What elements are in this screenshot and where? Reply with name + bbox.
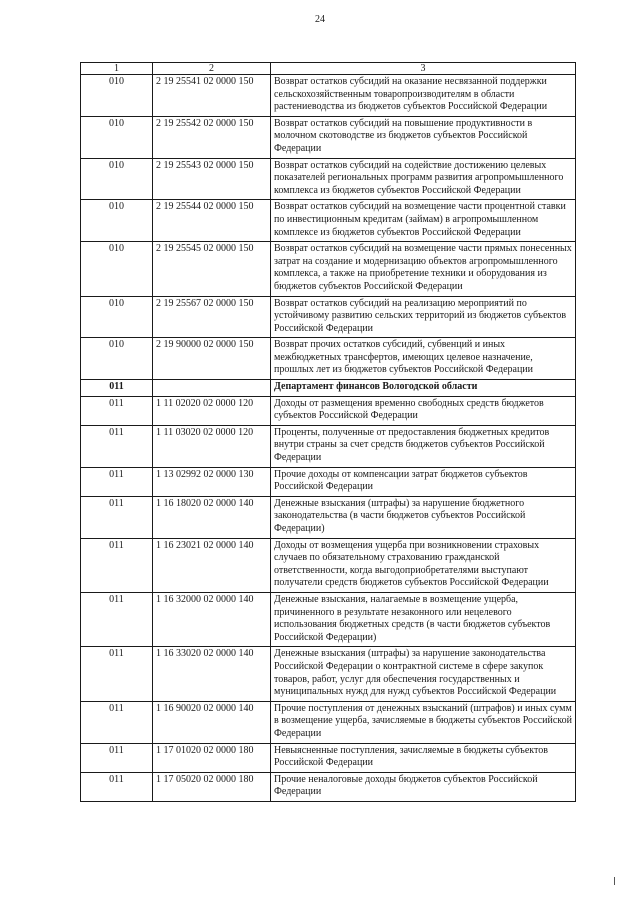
table-row — [81, 116, 576, 158]
column-number-row — [81, 63, 576, 75]
table-row — [81, 538, 576, 592]
page-edge-mark — [614, 877, 615, 885]
admin-code-cell: 011 — [81, 701, 153, 743]
table-row — [81, 701, 576, 743]
revenue-name-cell: Возврат остатков субсидий на содействие достижению целевых показателей региональных программ развития агропромышленного комплекса из бюджетов субъектов Российской Федерации — [271, 158, 576, 200]
column-number-3: 3 — [271, 63, 576, 75]
table-row — [81, 200, 576, 242]
budget-code-cell: 1 13 02992 02 0000 130 — [153, 467, 271, 496]
table-body — [81, 75, 576, 802]
admin-code-cell: 010 — [81, 338, 153, 380]
budget-code-cell — [153, 380, 271, 397]
admin-code-cell: 010 — [81, 296, 153, 338]
budget-code-cell: 1 17 05020 02 0000 180 — [153, 772, 271, 801]
admin-code-cell: 010 — [81, 75, 153, 117]
table-row — [81, 743, 576, 772]
revenue-name-cell: Возврат остатков субсидий на оказание несвязанной поддержки сельскохозяйственным товаропроизводителям в области растениеводства из бюджетов субъектов Российской Федерации — [271, 75, 576, 117]
admin-code-cell: 010 — [81, 158, 153, 200]
admin-code-cell: 011 — [81, 647, 153, 701]
table-row — [81, 467, 576, 496]
revenue-name-cell: Департамент финансов Вологодской области — [271, 380, 576, 397]
table-row — [81, 338, 576, 380]
table-row — [81, 75, 576, 117]
table-row — [81, 772, 576, 801]
page-number: 24 — [315, 14, 325, 25]
table-row — [81, 396, 576, 425]
admin-code-cell: 010 — [81, 116, 153, 158]
budget-code-cell: 2 19 25542 02 0000 150 — [153, 116, 271, 158]
revenue-name-cell: Невыясненные поступления, зачисляемые в бюджеты субъектов Российской Федерации — [271, 743, 576, 772]
admin-code-cell: 010 — [81, 242, 153, 296]
department-row — [81, 380, 576, 397]
revenue-name-cell: Прочие доходы от компенсации затрат бюджетов субъектов Российской Федерации — [271, 467, 576, 496]
budget-code-cell: 1 16 90020 02 0000 140 — [153, 701, 271, 743]
budget-code-cell: 2 19 25567 02 0000 150 — [153, 296, 271, 338]
admin-code-cell: 011 — [81, 496, 153, 538]
budget-code-cell: 1 16 33020 02 0000 140 — [153, 647, 271, 701]
admin-code-cell: 011 — [81, 592, 153, 646]
budget-code-cell: 2 19 25541 02 0000 150 — [153, 75, 271, 117]
budget-code-cell: 1 17 01020 02 0000 180 — [153, 743, 271, 772]
column-number-2: 2 — [153, 63, 271, 75]
budget-code-cell: 1 11 03020 02 0000 120 — [153, 425, 271, 467]
revenue-codes-table — [80, 62, 576, 802]
table-row — [81, 592, 576, 646]
admin-code-cell: 011 — [81, 380, 153, 397]
revenue-name-cell: Доходы от возмещения ущерба при возникновении страховых случаев по обязательному страхованию гражданской ответственности, когда выгодоприобретателями выступают получатели средств бюджетов субъектов Российской Федерации — [271, 538, 576, 592]
revenue-name-cell: Прочие неналоговые доходы бюджетов субъектов Российской Федерации — [271, 772, 576, 801]
budget-code-cell: 2 19 25544 02 0000 150 — [153, 200, 271, 242]
budget-code-cell: 2 19 25545 02 0000 150 — [153, 242, 271, 296]
table-row — [81, 496, 576, 538]
budget-code-cell: 1 11 02020 02 0000 120 — [153, 396, 271, 425]
table-row — [81, 425, 576, 467]
budget-code-cell: 1 16 32000 02 0000 140 — [153, 592, 271, 646]
revenue-name-cell: Проценты, полученные от предоставления бюджетных кредитов внутри страны за счет средств бюджетов субъектов Российской Федерации — [271, 425, 576, 467]
revenue-name-cell: Возврат прочих остатков субсидий, субвенций и иных межбюджетных трансфертов, имеющих целевое назначение, прошлых лет из бюджетов субъектов Российской Федерации — [271, 338, 576, 380]
revenue-name-cell: Возврат остатков субсидий на возмещение части прямых понесенных затрат на создание и модернизацию объектов агропромышленного комплекса, а также на приобретение техники и оборудования из бюджетов субъектов Российской Федерации — [271, 242, 576, 296]
revenue-name-cell: Возврат остатков субсидий на возмещение части процентной ставки по инвестиционным кредитам (займам) в агропромышленном комплексе из бюджетов субъектов Российской Федерации — [271, 200, 576, 242]
column-number-1: 1 — [81, 63, 153, 75]
table-row — [81, 242, 576, 296]
revenue-name-cell: Денежные взыскания (штрафы) за нарушение законодательства Российской Федерации о контрактной системе в сфере закупок товаров, работ, услуг для обеспечения государственных и муниципальных нужд для нужд субъектов Российской Федерации — [271, 647, 576, 701]
admin-code-cell: 011 — [81, 743, 153, 772]
admin-code-cell: 010 — [81, 200, 153, 242]
budget-code-cell: 1 16 23021 02 0000 140 — [153, 538, 271, 592]
revenue-name-cell: Возврат остатков субсидий на реализацию мероприятий по устойчивому развитию сельских территорий из бюджетов субъектов Российской Федерации — [271, 296, 576, 338]
budget-code-cell: 2 19 90000 02 0000 150 — [153, 338, 271, 380]
revenue-name-cell: Доходы от размещения временно свободных средств бюджетов субъектов Российской Федерации — [271, 396, 576, 425]
revenue-name-cell: Возврат остатков субсидий на повышение продуктивности в молочном скотоводстве из бюджетов субъектов Российской Федерации — [271, 116, 576, 158]
table-row — [81, 296, 576, 338]
admin-code-cell: 011 — [81, 396, 153, 425]
revenue-name-cell: Прочие поступления от денежных взысканий (штрафов) и иных сумм в возмещение ущерба, зачисляемые в бюджеты субъектов Российской Федерации — [271, 701, 576, 743]
revenue-name-cell: Денежные взыскания, налагаемые в возмещение ущерба, причиненного в результате незаконного или нецелевого использования бюджетных средств (в части бюджетов субъектов Российской Федерации) — [271, 592, 576, 646]
admin-code-cell: 011 — [81, 467, 153, 496]
admin-code-cell: 011 — [81, 538, 153, 592]
budget-code-cell: 2 19 25543 02 0000 150 — [153, 158, 271, 200]
revenue-name-cell: Денежные взыскания (штрафы) за нарушение бюджетного законодательства (в части бюджетов субъектов Российской Федерации) — [271, 496, 576, 538]
admin-code-cell: 011 — [81, 425, 153, 467]
table-row — [81, 158, 576, 200]
admin-code-cell: 011 — [81, 772, 153, 801]
budget-code-cell: 1 16 18020 02 0000 140 — [153, 496, 271, 538]
table-row — [81, 647, 576, 701]
